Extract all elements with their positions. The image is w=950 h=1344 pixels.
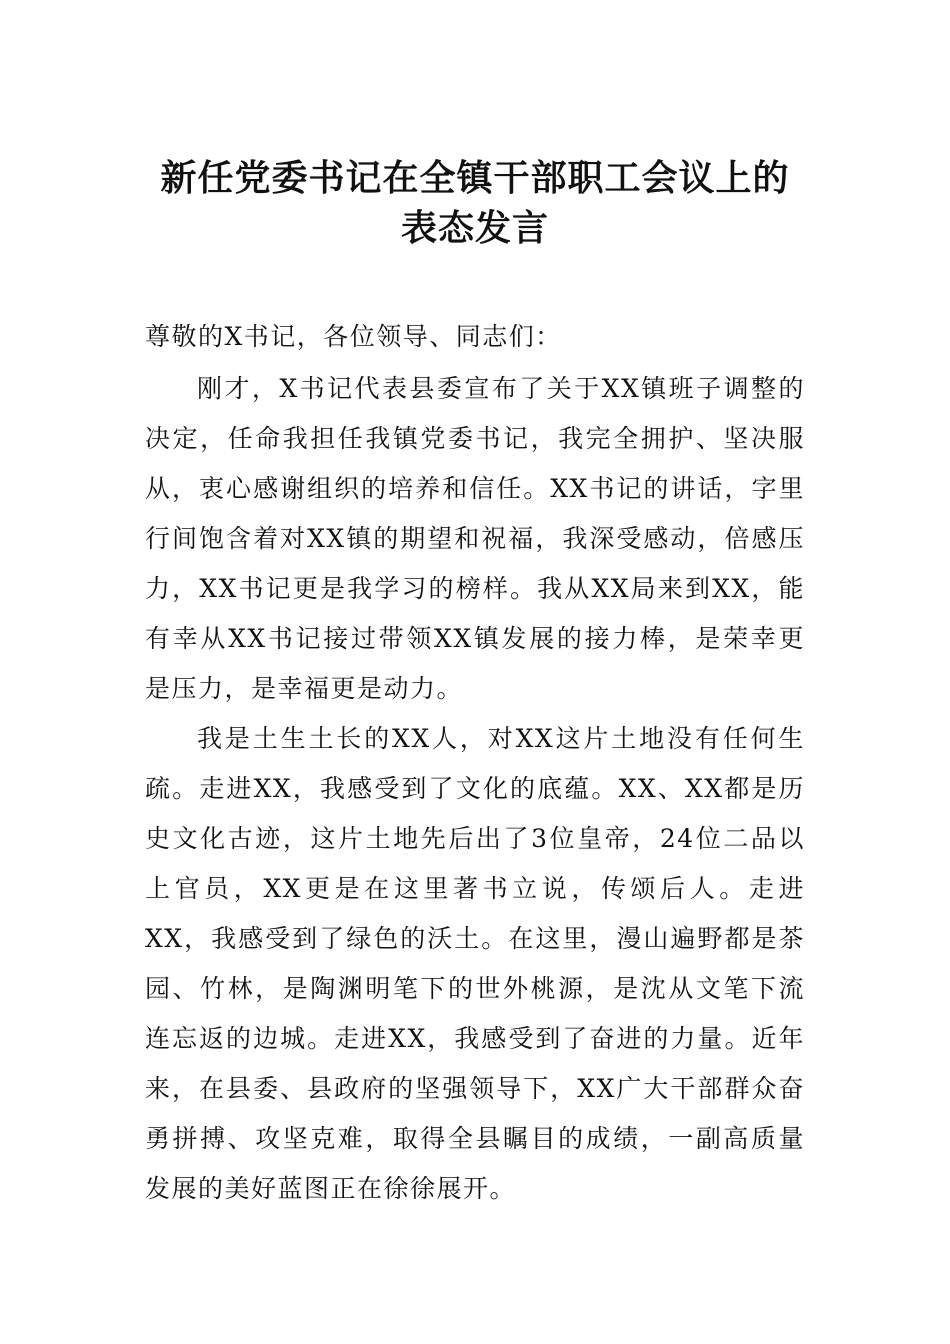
paragraph-2: 我是土生土长的XX人，对XX这片土地没有任何生疏。走进XX，我感受到了文化的底蕴。XX、XX都是历史文化古迹，这片土地先后出了3位皇帝，24位二品以上官员，XX更是在这里著书立说，传颂后人。走进XX，我感受到了绿色的沃土。在这里，漫山遍野都是茶园、竹林，是陶渊明笔下的世外桃源，是沈从文笔下流连忘返的边城。走进XX，我感受到了奋进的力量。近年来，在县委、县政府的坚强领导下，XX广大干部群众奋勇拼搏、攻坚克难，取得全县瞩目的成绩，一副高质量发展的美好蓝图正在徐徐展开。 <box>145 724 805 1203</box>
document-title-line-2: 表态发言 <box>400 207 549 249</box>
paragraph-1: 刚才，X书记代表县委宣布了关于XX镇班子调整的决定，任命我担任我镇党委书记，我完全拥护、坚决服从，衷心感谢组织的培养和信任。XX书记的讲话，字里行间饱含着对XX镇的期望和祝福，我深受感动，倍感压力，XX书记更是我学习的榜样。我从XX局来到XX，能有幸从XX书记接过带领XX镇发展的接力棒，是荣幸更是压力，是幸福更是动力。 <box>145 374 805 703</box>
document-title-line-1: 新任党委书记在全镇干部职工会议上的 <box>160 157 790 199</box>
salutation: 尊敬的X书记，各位领导、同志们： <box>145 322 562 351</box>
